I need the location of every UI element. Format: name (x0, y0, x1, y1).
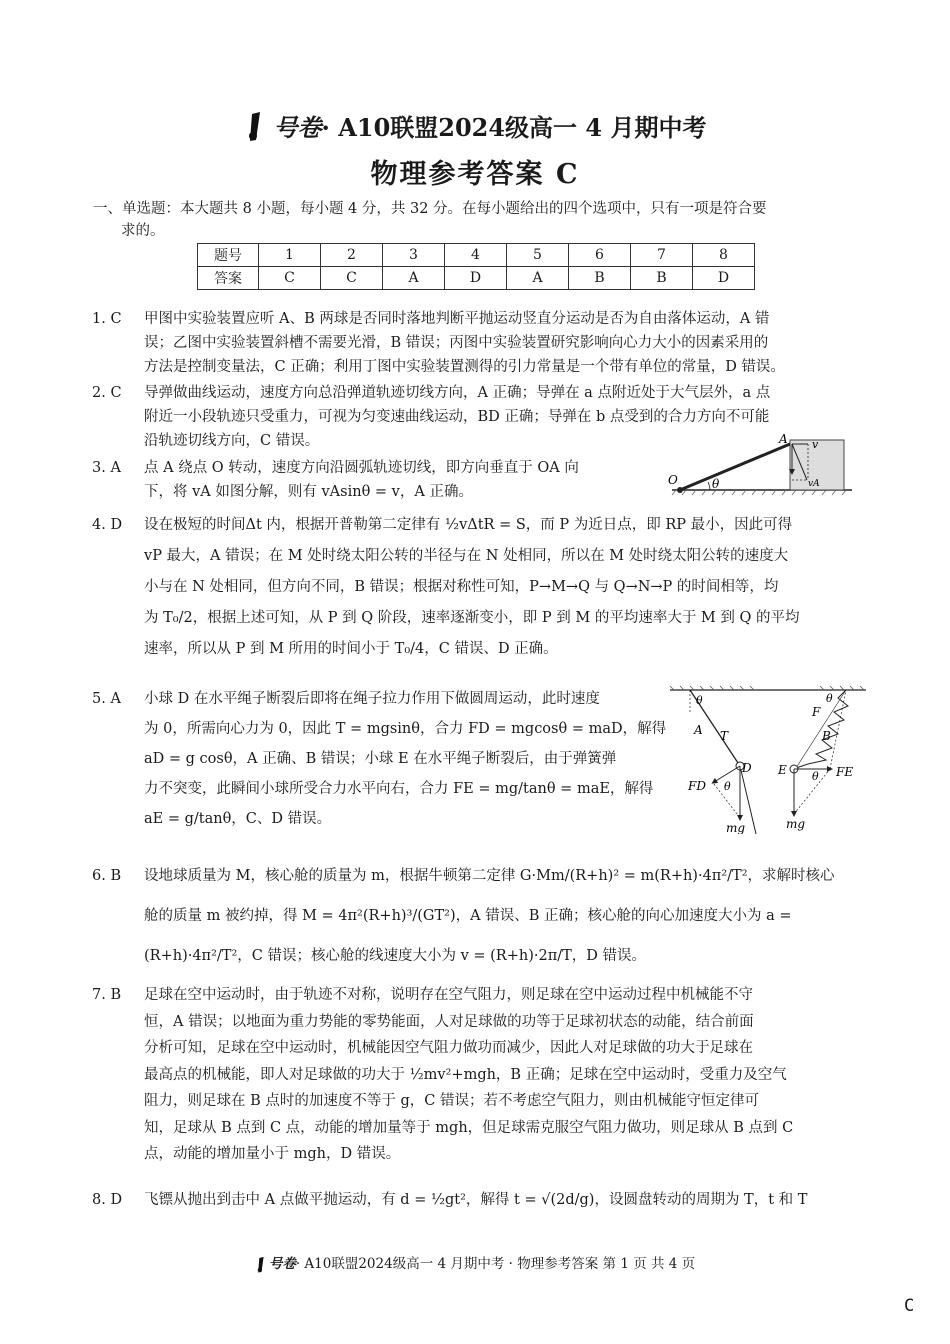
page-subtitle: 物理参考答案 C (370, 159, 580, 190)
table-cell: 5 (507, 244, 569, 267)
item-text (144, 982, 793, 1168)
table-cell: 1 (259, 244, 321, 267)
fig5-label-b: B (822, 729, 831, 743)
item-line: 导弹做曲线运动，速度方向总沿弹道轨迹切线方向，A 正确；导弹在 a 点附近处于大气层外，a 点 (144, 385, 771, 401)
section-heading-line1: 一、单选题：本大题共 8 小题，每小题 4 分，共 32 分。在每小题给出的四个选项中，只有一项是符合要 (93, 201, 767, 217)
fig3-label-v: v (812, 438, 819, 451)
fig5-label-theta-d: θ (724, 780, 731, 793)
item-number: 6. B (92, 868, 122, 884)
answer-item-8 (92, 1188, 867, 1218)
table-cell: 6 (569, 244, 631, 267)
item-line: 足球在空中运动时，由于轨迹不对称，说明存在空气阻力，则足球在空中运动过程中机械能不守 (144, 987, 753, 1003)
fig5-label-theta-top: θ (696, 694, 703, 707)
table-cell: A (507, 267, 569, 290)
table-row (198, 244, 755, 267)
table-cell: B (631, 267, 693, 290)
table-cell: D (693, 267, 755, 290)
footer-brand-text: 号卷 (268, 1256, 296, 1272)
item-text (144, 456, 579, 504)
item-line: 方法是控制变量法，C 正确；利用丁图中实验装置测得的引力常量是一个带有单位的常量，D 错误。 (144, 359, 785, 375)
item-line: 设地球质量为 M，核心舱的质量为 m，根据牛顿第二定律 G·Mm/(R+h)² = m(R+h)·4π²/T²，求解时核心 (144, 868, 835, 884)
item-line: 最高点的机械能，即人对足球做的功大于 ½mv²+mgh，B 正确；足球在空中运动时，受重力及空气 (144, 1066, 787, 1083)
item-line: 小球 D 在水平绳子断裂后即将在绳子拉力作用下做圆周运动，此时速度 (144, 691, 600, 707)
item-line: 沿轨迹切线方向，C 错误。 (144, 433, 320, 449)
answer-item-4 (92, 510, 867, 670)
table-header-label: 答案 (198, 267, 259, 290)
item-number: 4. D (92, 517, 123, 533)
answer-table (197, 243, 755, 290)
corner-mark: C (904, 1296, 915, 1316)
table-header-label: 题号 (198, 244, 259, 267)
item-line: 点，动能的增加量小于 mgh，D 错误。 (144, 1146, 401, 1162)
item-line: 速率，所以从 P 到 M 所用的时间小于 T₀/4，C 错误、D 正确。 (144, 641, 558, 657)
section-heading-line2: 求的。 (121, 223, 165, 239)
table-cell: D (445, 267, 507, 290)
figure-item-5 (668, 684, 868, 834)
item-number: 3. A (92, 460, 121, 476)
item-number: 1. C (92, 311, 122, 327)
fig3-label-a: A (779, 432, 788, 446)
section-heading (93, 198, 868, 242)
table-cell: 4 (445, 244, 507, 267)
table-cell: C (259, 267, 321, 290)
item-text (144, 510, 800, 665)
fig5-label-t: T (720, 729, 729, 743)
item-line: 小与在 N 处相同，但方向不同，B 错误；根据对称性可知，P→M→Q 与 Q→N→P 的时间相等，均 (144, 579, 779, 595)
title-text: · A10联盟2024级高一 4 月期中考 (321, 113, 707, 142)
item-line: 误；乙图中实验装置斜槽不需要光滑，B 错误；丙图中实验装置研究影响向心力大小的因素采用的 (144, 335, 769, 351)
item-text (144, 1188, 807, 1212)
brand-mark-icon (244, 112, 270, 142)
fig3-label-theta: θ (712, 477, 720, 491)
item-line: 为 0，所需向心力为 0，因此 T = mgsinθ，合力 FD = mgcosθ = maD，解得 (144, 721, 667, 737)
answer-item-7 (92, 982, 867, 1172)
page-footer (0, 1252, 950, 1274)
table-cell: 8 (693, 244, 755, 267)
fig5-label-theta-right: θ (826, 692, 833, 705)
answer-item-6 (92, 856, 867, 976)
table-row (198, 267, 755, 290)
fig5-label-mg-right: mg (786, 817, 806, 831)
table-cell: 2 (321, 244, 383, 267)
item-line: (R+h)·4π²/T²，C 错误；核心舱的线速度大小为 v = (R+h)·2π/T，D 错误。 (144, 948, 647, 964)
item-line: 力不突变，此瞬间小球所受合力水平向右，合力 FE = mg/tanθ = maE，解得 (144, 781, 654, 797)
item-line: 阻力，则足球在 B 点时的加速度不等于 g，C 错误；若不考虑空气阻力，则由机械能守恒定律可 (144, 1093, 759, 1109)
fig5-label-fd: FD (688, 779, 706, 793)
fig5-label-fe: FE (836, 765, 854, 779)
fig5-label-e: E (778, 763, 787, 777)
brand-logo (244, 112, 270, 148)
item-number: 5. A (92, 691, 121, 707)
item-line: 点 A 绕点 O 转动，速度方向沿圆弧轨迹切线，即方向垂直于 OA 向 (144, 460, 579, 476)
answer-item-3 (92, 456, 652, 506)
fig5-label-d: D (742, 761, 752, 775)
item-line: 分析可知，足球在空中运动时，机械能因空气阻力做功而减少，因此人对足球做的功大于足球在 (144, 1040, 753, 1056)
answer-item-5 (92, 684, 670, 844)
item-line: 下，将 vA 如图分解，则有 vAsinθ = v，A 正确。 (144, 484, 473, 500)
item-line: 知，足球从 B 点到 C 点，动能的增加量等于 mgh，但足球需克服空气阻力做功，则足球从 B 点到 C (144, 1119, 794, 1136)
brand-text: 号卷 (273, 114, 322, 142)
item-line: 甲图中实验装置应听 A、B 两球是否同时落地判断平抛运动竖直分运动是否为自由落体运动，A 错 (144, 311, 770, 327)
table-cell: A (383, 267, 445, 290)
brand-mark-icon (255, 1256, 269, 1274)
table-cell: 7 (631, 244, 693, 267)
table-cell: B (569, 267, 631, 290)
item-line: 设在极短的时间Δt 内，根据开普勒第二定律有 ½vΔtR = S，而 P 为近日点，即 RP 最小，因此可得 (144, 517, 793, 533)
fig3-label-va: vA (808, 479, 820, 489)
item-text (144, 856, 835, 976)
fig5-label-f: F (812, 705, 821, 719)
item-line: 为 T₀/2，根据上述可知，从 P 到 Q 阶段，速率逐渐变小，即 P 到 M 的平均速率大于 M 到 Q 的平均 (144, 610, 800, 626)
item-text (144, 307, 785, 379)
fig3-label-o: O (668, 473, 678, 487)
page-title (0, 108, 950, 148)
item-number: 2. C (92, 385, 122, 401)
item-line: aE = g/tanθ，C、D 错误。 (144, 811, 332, 827)
item-line: 附近一小段轨迹只受重力，可视为匀变速曲线运动，BD 正确；导弹在 b 点受到的合力方向不可能 (144, 409, 770, 425)
table-cell: 3 (383, 244, 445, 267)
answer-item-1 (92, 307, 867, 379)
table-cell: C (321, 267, 383, 290)
item-line: 舱的质量 m 被约掉，得 M = 4π²(R+h)³/(GT²)，A 错误、B 正确；核心舱的向心加速度大小为 a = (144, 908, 792, 924)
item-number: 7. B (92, 987, 122, 1003)
item-line: 飞镖从抛出到击中 A 点做平抛运动，有 d = ½gt²，解得 t = √(2d/g)，设圆盘转动的周期为 T，t 和 T (144, 1192, 808, 1208)
item-line: 恒，A 错误；以地面为重力势能的零势能面，人对足球做的功等于足球初状态的动能，结合前面 (144, 1013, 754, 1030)
item-number: 8. D (92, 1192, 123, 1208)
fig5-label-a: A (694, 723, 703, 737)
item-text (144, 684, 666, 834)
fig5-label-theta-e: θ (812, 770, 819, 783)
figure-item-3 (662, 432, 862, 502)
item-line: aD = g cosθ，A 正确、B 错误；小球 E 在水平绳子断裂后，由于弹簧弹 (144, 751, 617, 767)
fig5-label-mg-left: mg (726, 821, 746, 834)
footer-text: · A10联盟2024级高一 4 月期中考 · 物理参考答案 第 1 页 共 4 页 (295, 1256, 696, 1272)
item-line: vP 最大，A 错误；在 M 处时绕太阳公转的半径与在 N 处相同，所以在 M 处时绕太阳公转的速度大 (144, 548, 789, 564)
